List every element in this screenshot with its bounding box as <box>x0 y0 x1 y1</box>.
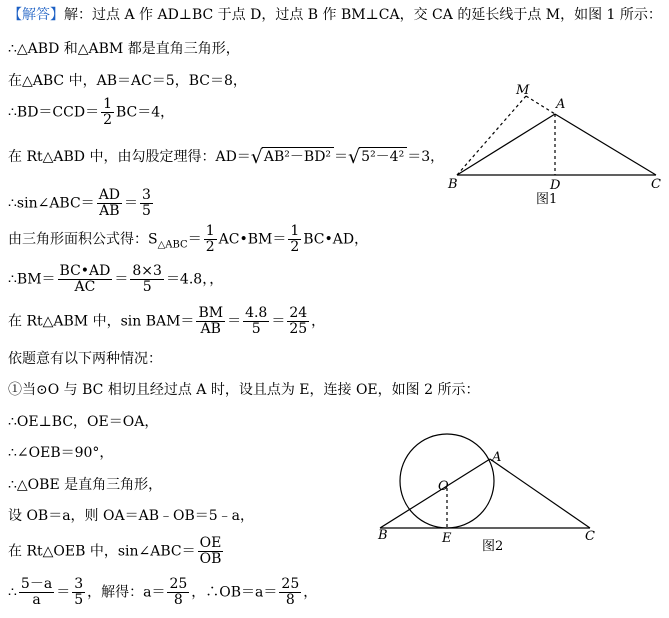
segment-ma-dashed <box>526 96 555 114</box>
sqrt-5-4: 5²－4² <box>359 147 407 166</box>
label-b: B <box>448 177 458 192</box>
sqrt-ab-bd: AB²－BD² <box>262 147 334 166</box>
label-c-2: C <box>585 529 595 544</box>
fraction-half: $\frac{1}{2}$ <box>103 96 112 128</box>
segment-ba <box>457 114 555 175</box>
bd-result: BC＝4， <box>116 104 175 121</box>
label-a: A <box>556 97 566 112</box>
line-two-cases: 依题意有以下两种情况： <box>8 351 162 367</box>
line-bm: ∴BM＝ $\frac{BC•AD}{AC}$ ＝ $\frac{8\times 3}{5}$ ＝4.8，， <box>8 263 224 295</box>
line-sin-abc: ∴sin∠ABC＝ $\frac{AD}{AB}$ ＝ $\frac{3}{5}$ <box>8 187 151 219</box>
figure-2 <box>372 432 602 560</box>
answer-tag: 【解答】 <box>8 7 64 23</box>
sin-abc-text: ∴sin∠ABC＝ <box>8 195 95 212</box>
line-angle-oeb: ∴∠OEB＝90°， <box>8 445 114 461</box>
line-obe-right: ∴△OBE 是直角三角形， <box>8 477 163 493</box>
intro-text: 解：过点 A 作 AD⊥BC 于点 D，过点 B 作 BM⊥CA，交 CA 的延长线于点 M，如图 1 所示： <box>64 7 662 23</box>
segment-bm-dashed <box>457 96 526 175</box>
fraction-3-5: $\frac{3}{5}$ <box>142 187 151 219</box>
fraction-3-5-b: $\frac{3}{5}$ <box>74 576 84 608</box>
fraction-oe-ob: $\frac{OE}{OB}$ <box>199 535 222 567</box>
line-case-one: ①当⊙O 与 BC 相切且经过点 A 时，设且点为 E，连接 OE，如图 2 所示： <box>8 382 480 398</box>
line-sin-bam: 在 Rt△ABM 中，sin BAM＝ $\frac{BM}{AB}$ ＝ $\frac{4.8}{5}$ ＝ $\frac{24}{25}$ ， <box>8 305 326 337</box>
fraction-25-8: $\frac{25}{8}$ <box>169 576 188 608</box>
line-area-formula: 由三角形面积公式得：$S_{\triangle ABC}=$ $\frac{1}{2}$ AC•BM＝ $\frac{1}{2}$ BC•AD， <box>8 223 369 255</box>
area-text: 由三角形面积公式得：S <box>8 231 158 248</box>
ad-result: ＝3， <box>407 149 445 165</box>
caption-fig2: 图2 <box>482 539 504 554</box>
line-pythagoras: 在 Rt△ABD 中，由勾股定理得：AD＝√AB²－BD² ＝√5²－4² ＝3， <box>8 146 445 168</box>
fraction-25-8-b: $\frac{25}{8}$ <box>281 576 300 608</box>
line-right-triangles: ∴△ABD 和△ABM 都是直角三角形， <box>8 41 240 57</box>
line-given-sides: 在△ABC 中，AB＝AC＝5，BC＝8， <box>8 73 247 89</box>
bm-result: ＝4.8，， <box>165 271 224 288</box>
label-d: D <box>550 178 561 193</box>
bc-ad: BC•AD， <box>303 231 369 248</box>
solve-text: ，解得：a＝ <box>87 584 166 601</box>
ob-text: ，∴OB＝a＝ <box>191 584 278 601</box>
figure-1 <box>440 78 669 208</box>
segment-ac <box>555 114 656 175</box>
fraction-bm-ab: $\frac{BM}{AB}$ <box>198 305 224 337</box>
solution-intro <box>8 6 662 24</box>
fraction-bcad-ac: $\frac{BC•AD}{AC}$ <box>59 263 111 295</box>
fraction-ad-ab: $\frac{AD}{AB}$ <box>98 187 121 219</box>
label-c: C <box>651 177 661 192</box>
label-b-2: B <box>378 528 388 543</box>
fraction-48-5: $\frac{4.8}{5}$ <box>245 305 268 337</box>
segment-ba-2 <box>380 459 490 528</box>
sin-bam-text: 在 Rt△ABM 中，sin BAM＝ <box>8 313 195 330</box>
label-m: M <box>516 83 530 98</box>
ad-text: 在 Rt△ABD 中，由勾股定理得：AD＝ <box>8 149 251 165</box>
fraction-half-3: $\frac{1}{2}$ <box>290 223 300 255</box>
segment-ac-2 <box>490 459 590 528</box>
bd-text: ∴BD＝CCD＝ <box>8 104 100 121</box>
fraction-24-25: $\frac{24}{25}$ <box>289 305 308 337</box>
bm-text: ∴BM＝ <box>8 271 56 288</box>
line-bd <box>8 97 174 128</box>
line-oe-perp: ∴OE⊥BC，OE＝OA， <box>8 414 159 430</box>
label-a-2: A <box>492 450 502 465</box>
area-subscript: △ABC <box>157 239 188 251</box>
line-sin-oeb <box>8 536 225 567</box>
ac-bm: AC•BM＝ <box>218 231 287 248</box>
line-set-ob: 设 OB＝a，则 OA＝AB﹣OB＝5﹣a， <box>8 508 255 524</box>
fraction-8x3-5: $\frac{8\times 3}{5}$ <box>132 263 162 295</box>
label-o: O <box>438 479 449 494</box>
label-e: E <box>442 531 452 546</box>
fraction-half-2: $\frac{1}{2}$ <box>205 223 215 255</box>
caption-fig1: 图1 <box>536 192 558 207</box>
line-solve: ∴ $\frac{5-a}{a}$ ＝ $\frac{3}{5}$ ，解得：a＝ $\frac{25}{8}$ ，∴OB＝a＝ $\frac{25}{8}$ ， <box>8 576 318 608</box>
fraction-5a-a: $\frac{5-a}{a}$ <box>20 576 53 608</box>
sin-oeb-text: 在 Rt△OEB 中，sin∠ABC＝ <box>8 543 196 560</box>
